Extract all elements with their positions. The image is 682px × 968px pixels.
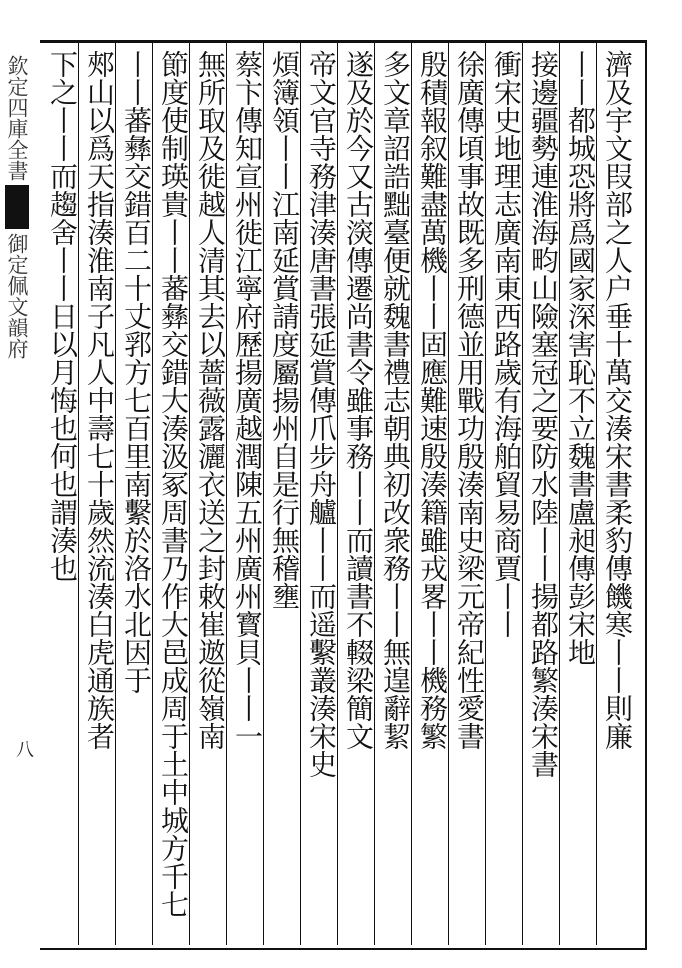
text-column: 帝文官寺務津湊唐書張延賞傳爪步舟艫丨丨而遥繫叢湊宋史 xyxy=(305,50,338,778)
text-column: 蔡卞傳知宣州徙江寧府歷揚廣越潤陳五州廣州寳貝丨丨一 xyxy=(231,50,264,750)
text-column: 下之丨丨而趨舍丨丨日以月悔也何也謂湊也 xyxy=(46,50,79,582)
text-column: 郟山以爲天指湊淮南子凡人中壽七十歲然流湊白虎通族者 xyxy=(83,50,116,750)
text-column: 徐廣傳頃事故既多刑德並用戰功殷湊南史梁元帝紀性愛書 xyxy=(453,50,486,750)
page-number: 八 xyxy=(13,740,34,758)
book-series-title: 欽定四庫全書 xyxy=(5,55,29,181)
text-column: 丨丨都城恐將爲國家深害恥不立魏書盧昶傳彭宋地 xyxy=(564,50,597,666)
text-column: 濟及宇文叚部之人户垂十萬交湊宋書柔豹傳饑寒丨丨則廉 xyxy=(601,50,634,750)
margin-fishtail xyxy=(5,185,29,229)
text-column: 衝宋史地理志廣南東西路歲有海舶貿易商賈丨丨 xyxy=(490,50,523,638)
text-column: 殷積報叙難盡萬機丨丨固應難速殷湊籍雖戎畧丨丨機務繁 xyxy=(416,50,449,750)
page-margin xyxy=(2,55,32,935)
text-column: 節度使制瑛貴丨丨蕃彝交錯大湊汲冢周書乃作大邑成周于土中城方千七 xyxy=(157,50,190,918)
book-title: 御定佩文韻府 xyxy=(5,233,29,359)
text-column: 無所取及徙越人清其去以薔薇露灑衣送之封敕崔䢟從嶺南 xyxy=(194,50,227,750)
text-column: 接邊疆勢連淮海畇山險塞冠之要防水陸丨丨揚都路繁湊宋書 xyxy=(527,50,560,778)
text-column: 煩簿領丨丨江南延賞請度屬揚州自是行無稽壅 xyxy=(268,50,301,610)
text-column: 遂及於今又古㴱傳遷尚書令雖事務丨丨而讀書不輟梁簡文 xyxy=(342,50,375,750)
text-column: 丨丨蕃彝交錯百二十丈郛方七百里南繫於洛水北因于 xyxy=(120,50,153,694)
text-column: 多文章詔誥黜臺便就魏書禮志朝典初改衆務丨丨無遑辭絜 xyxy=(379,50,412,750)
